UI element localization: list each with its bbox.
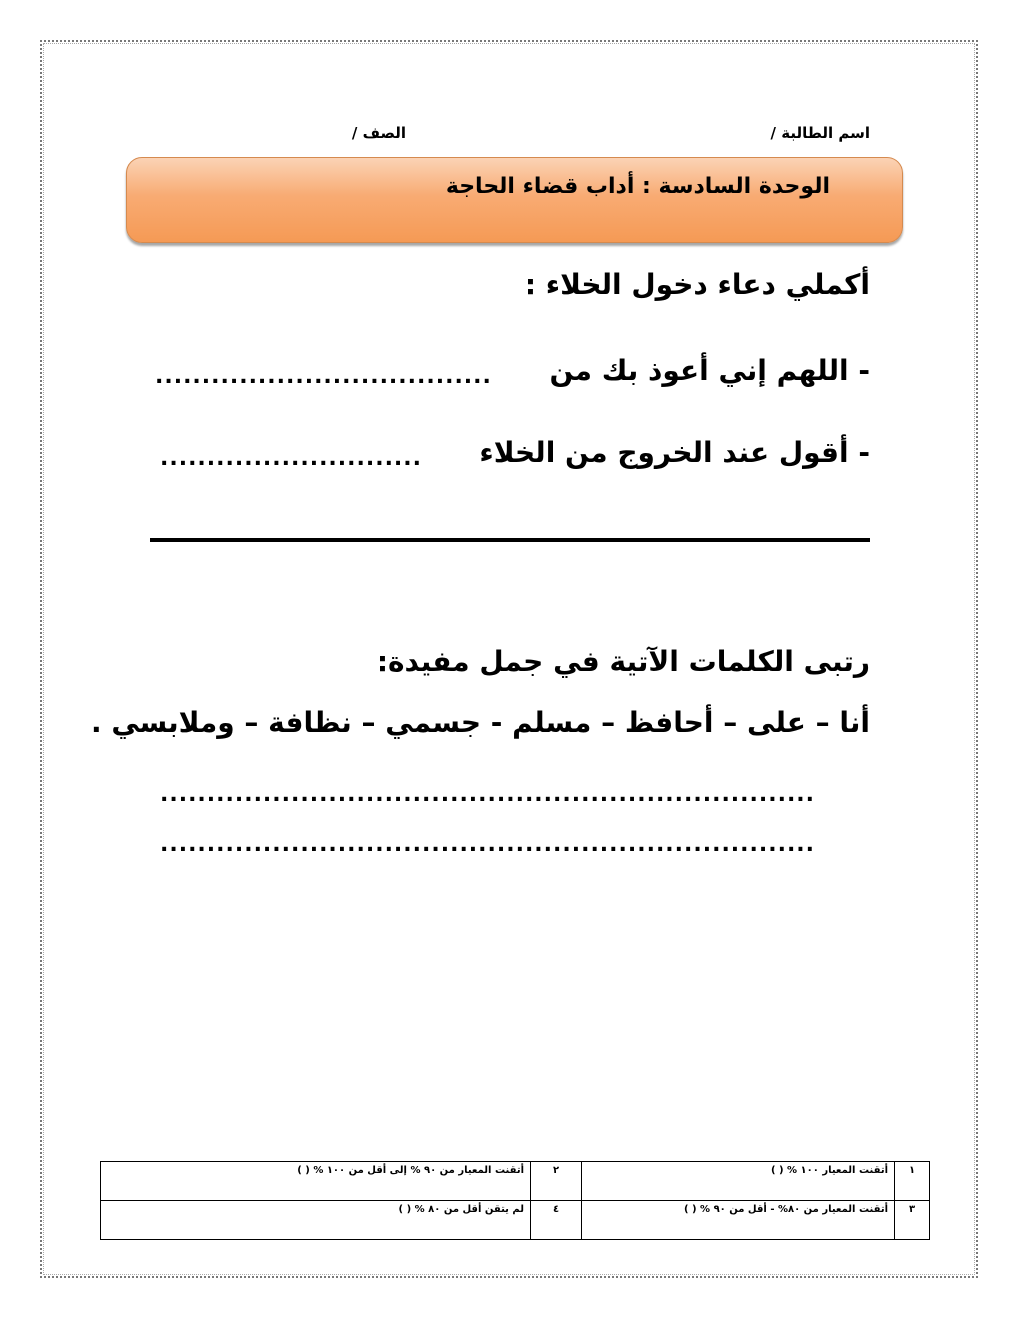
rubric-row [101,1162,930,1201]
student-name-label: اسم الطالبة / [770,124,870,142]
question-complete-dua: أكملي دعاء دخول الخلاء : [524,268,870,301]
rubric-criterion: أتقنت المعيار ١٠٠ % ( ) [582,1162,895,1201]
question-arrange-words: رتبى الكلمات الآتية في جمل مفيدة: [376,645,870,678]
section-divider [150,538,870,542]
rubric-number: ٢ [531,1162,582,1201]
rubric-row [101,1201,930,1240]
answer-line-2: ...................................................................... [160,832,816,857]
mastery-rubric-table [100,1161,930,1240]
rubric-number: ٤ [531,1201,582,1240]
class-label: الصف / [351,124,406,142]
rubric-criterion: أتقنت المعيار من ٨٠% - أقل من ٩٠ % ( ) [582,1201,895,1240]
rubric-criterion: لم يتقن أقل من ٨٠ % ( ) [101,1201,531,1240]
unit-banner [126,157,903,243]
rubric-criterion: أتقنت المعيار من ٩٠ % إلى أقل من ١٠٠ % ( ) [101,1162,531,1201]
rubric-number: ٣ [895,1201,930,1240]
dua-entry-answer-dots: .................................... [155,364,492,389]
dua-exit-answer-dots: ............................ [160,446,423,471]
unit-title: الوحدة السادسة : أداب قضاء الحاجة [445,174,830,199]
dua-entry-line: - اللهم إني أعوذ بك من [549,354,870,387]
words-to-arrange: أنا – على – أحافظ – مسلم - جسمي – نظافة – وملابسي . [90,706,870,739]
rubric-number: ١ [895,1162,930,1201]
answer-line-1: ...................................................................... [160,782,816,807]
dua-exit-line: - أقول عند الخروج من الخلاء [479,436,870,469]
